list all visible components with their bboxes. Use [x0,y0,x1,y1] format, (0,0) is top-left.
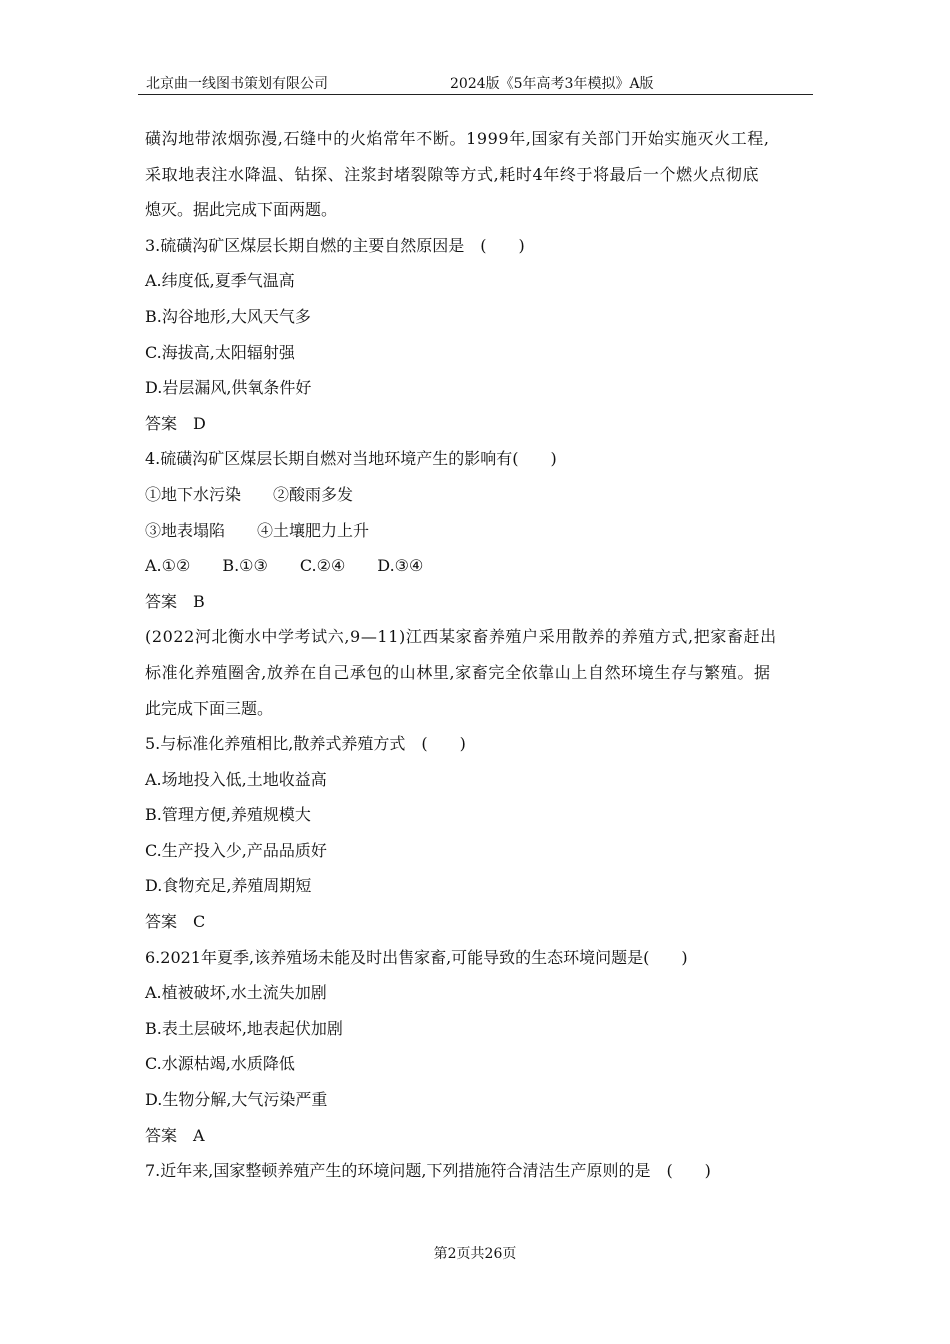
option-c: C.水源枯竭,水质降低 [145,1054,295,1074]
option-d: D.岩层漏风,供氧条件好 [145,378,312,398]
option-d: D.食物充足,养殖周期短 [145,876,312,896]
option-b: B.沟谷地形,大风天气多 [145,306,311,326]
page-header [138,70,813,95]
question-3: 3.硫磺沟矿区煤层长期自燃的主要自然原因是 ( ) [145,235,525,255]
option-b: B.管理方便,养殖规模大 [145,805,311,825]
question-5: 5.与标准化养殖相比,散养式养殖方式 ( ) [145,734,466,754]
passage-line: (2022河北衡水中学考试六,9—11)江西某家畜养殖户采用散养的养殖方式,把家畜赶出 [145,627,777,647]
answer: 答案 C [145,912,206,932]
statement-line: ①地下水污染 ②酸雨多发 [145,484,354,504]
option-a: A.场地投入低,土地收益高 [145,769,327,789]
option-c: C.生产投入少,产品品质好 [145,840,327,860]
book-title: 2024版《5年高考3年模拟》A版 [450,76,654,92]
page-footer [0,1243,950,1263]
option-a: A.植被破坏,水土流失加剧 [145,983,327,1003]
answer: 答案 A [145,1125,205,1145]
option-a: A.纬度低,夏季气温高 [145,271,295,291]
passage-line: 此完成下面三题。 [145,698,274,718]
option-c: C.海拔高,太阳辐射强 [145,342,295,362]
answer: 答案 B [145,591,205,611]
publisher-name: 北京曲一线图书策划有限公司 [146,76,328,92]
question-4: 4.硫磺沟矿区煤层长期自燃对当地环境产生的影响有( ) [145,449,557,469]
passage-line: 标准化养殖圈舍,放养在自己承包的山林里,家畜完全依靠山上自然环境生存与繁殖。据 [145,662,771,682]
options-row: A.①② B.①③ C.②④ D.③④ [145,556,424,576]
passage-line: 熄灭。据此完成下面两题。 [145,200,338,220]
answer: 答案 D [145,413,206,433]
page-content [145,121,810,1189]
passage-line: 磺沟地带浓烟弥漫,石缝中的火焰常年不断。1999年,国家有关部门开始实施灭火工程, [145,129,770,148]
passage-line: 采取地表注水降温、钻探、注浆封堵裂隙等方式,耗时4年终于将最后一个燃火点彻底 [145,164,760,184]
page-number: 第2页共26页 [433,1246,517,1262]
option-b: B.表土层破坏,地表起伏加剧 [145,1018,343,1038]
question-6: 6.2021年夏季,该养殖场未能及时出售家畜,可能导致的生态环境问题是( ) [145,947,688,967]
statement-line: ③地表塌陷 ④土壤肥力上升 [145,520,370,540]
option-d: D.生物分解,大气污染严重 [145,1090,328,1110]
question-7: 7.近年来,国家整顿养殖产生的环境问题,下列措施符合清洁生产原则的是 ( ) [145,1161,711,1181]
